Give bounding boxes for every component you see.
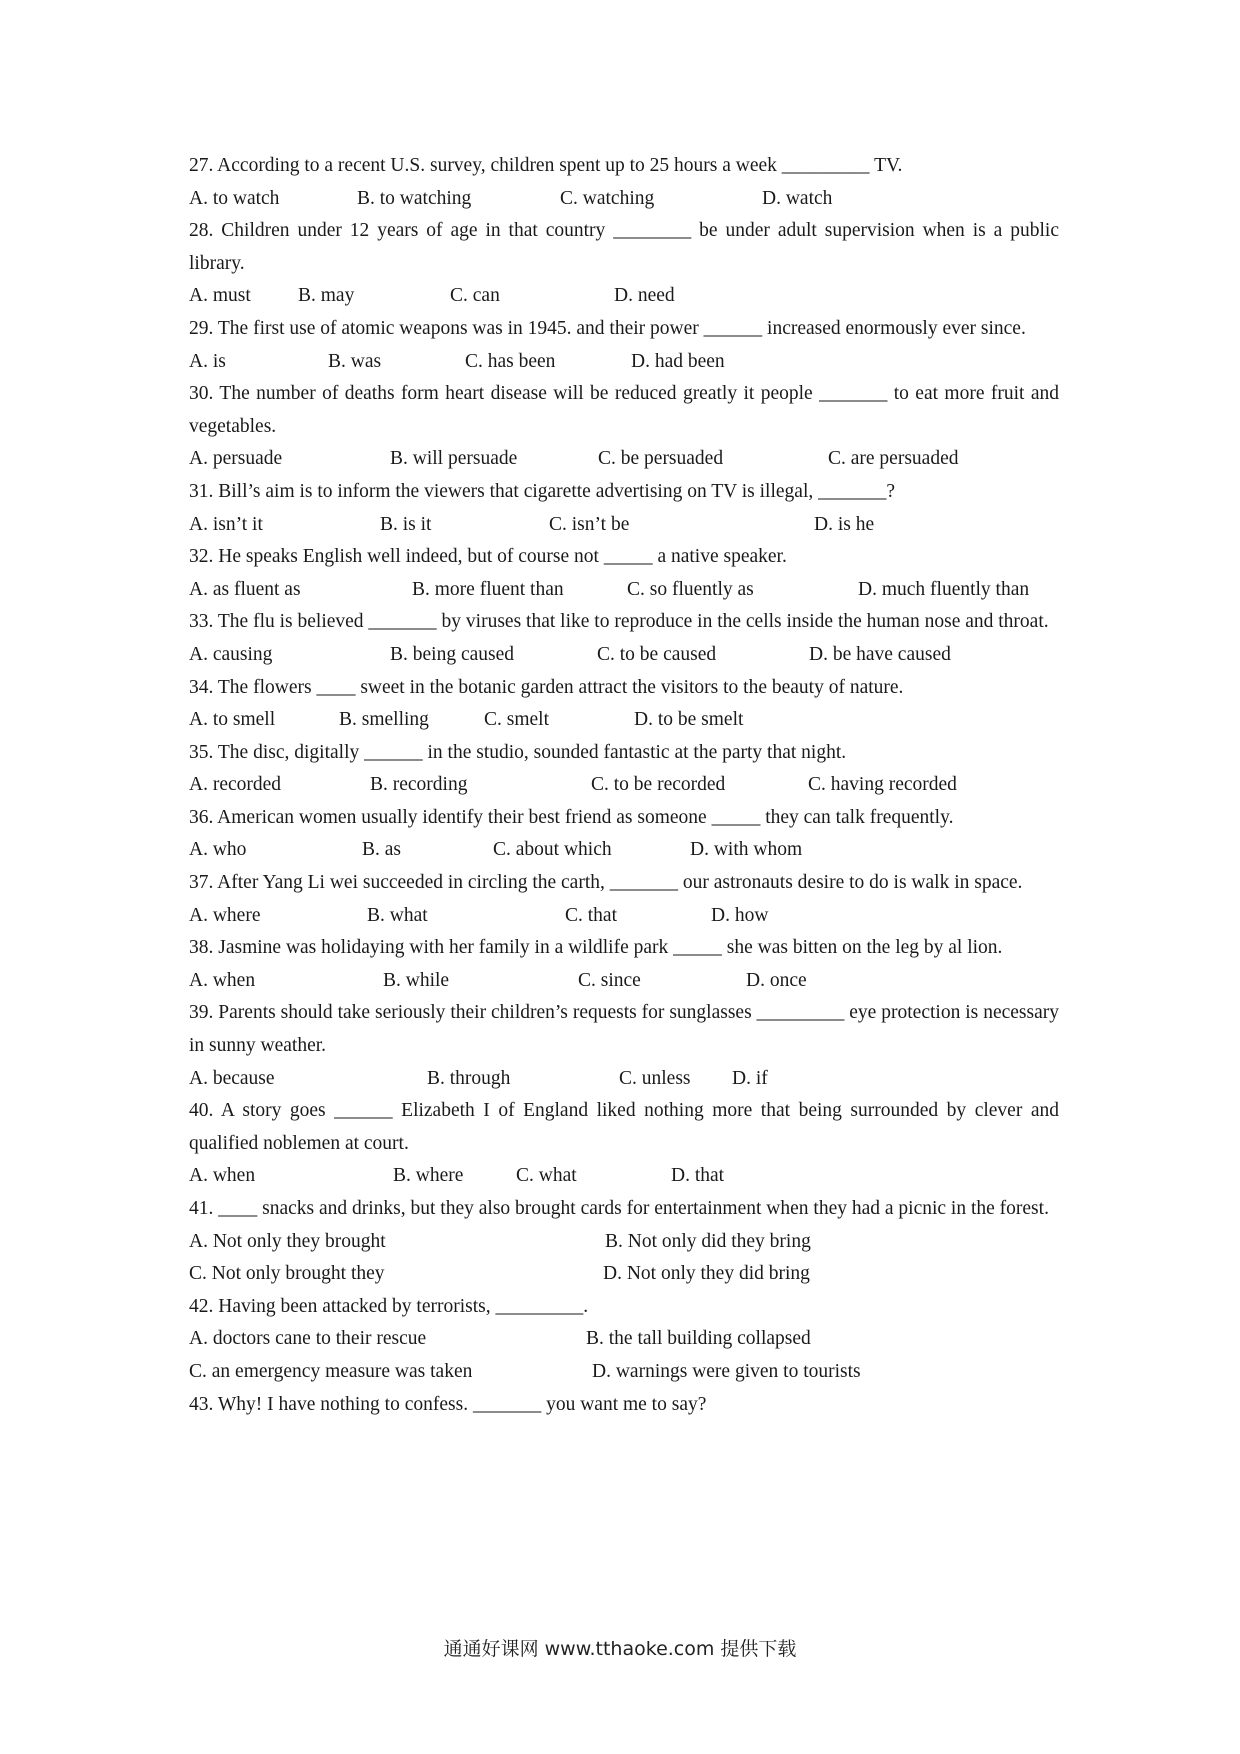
option-d: D. with whom	[690, 839, 803, 861]
question-39-options	[189, 1063, 1059, 1096]
option-c: C. isn’t be	[549, 513, 630, 535]
question-35-stem: 35. The disc, digitally ______ in the studio, sounded fantastic at the party that night.	[189, 741, 847, 763]
question-37-options	[189, 900, 1059, 933]
option-a: A. recorded	[189, 774, 282, 796]
option-c: C. to be caused	[597, 643, 717, 665]
question-29-stem: 29. The first use of atomic weapons was in 1945. and their power ______ increased enormously ever since.	[189, 317, 1026, 339]
question-33-options	[189, 639, 1059, 672]
question-42-stem: 42. Having been attacked by terrorists, _________.	[189, 1295, 589, 1317]
option-b: B. the tall building collapsed	[586, 1328, 811, 1350]
option-d: D. warnings were given to tourists	[592, 1360, 861, 1382]
option-b: B. as	[362, 839, 401, 861]
option-c: C. smelt	[484, 709, 550, 731]
option-b: B. is it	[380, 513, 432, 535]
question-34-options	[189, 704, 1059, 737]
option-c: C. Not only brought they	[189, 1263, 385, 1285]
question-36-options	[189, 834, 1059, 867]
option-b: B. through	[427, 1067, 511, 1089]
option-c: C. has been	[465, 350, 556, 372]
question-40-stem: 40. A story goes ______ Elizabeth I of England liked nothing more that being surrounded by clever and qualified noblemen at court.	[189, 1100, 1059, 1154]
question-36-stem: 36. American women usually identify their best friend as someone _____ they can talk frequently.	[189, 806, 954, 828]
option-d: D. to be smelt	[634, 709, 744, 731]
question-32-stem: 32. He speaks English well indeed, but of course not _____ a native speaker.	[189, 546, 787, 568]
option-b: B. where	[393, 1165, 464, 1187]
option-a: A. because	[189, 1067, 275, 1089]
option-a: A. as fluent as	[189, 578, 301, 600]
question-38-stem: 38. Jasmine was holidaying with her family in a wildlife park _____ she was bitten on the leg by al lion.	[189, 937, 1003, 959]
option-a: A. doctors cane to their rescue	[189, 1328, 427, 1350]
option-a: A. who	[189, 839, 247, 861]
footer-source-text: 通通好课网 www.tthaoke.com 提供下载	[443, 1638, 797, 1660]
option-a: A. must	[189, 285, 251, 307]
question-27-options	[189, 183, 1059, 216]
option-d: D. that	[671, 1165, 725, 1187]
question-30-options	[189, 443, 1059, 476]
option-a: A. where	[189, 904, 261, 926]
question-29-options	[189, 346, 1059, 379]
question-43-stem: 43. Why! I have nothing to confess. _______ you want me to say?	[189, 1393, 707, 1415]
question-40-options	[189, 1160, 1059, 1193]
option-b: B. smelling	[339, 709, 429, 731]
question-31-options	[189, 509, 1059, 542]
option-b: B. was	[328, 350, 382, 372]
option-c-second: C. having recorded	[808, 774, 957, 796]
option-c: C. unless	[619, 1067, 691, 1089]
question-32-options	[189, 574, 1059, 607]
option-d: D. watch	[762, 187, 833, 209]
option-a: A. causing	[189, 643, 273, 665]
option-c: C. to be recorded	[591, 774, 726, 796]
question-41-options-row2	[189, 1258, 1059, 1291]
question-37-stem: 37. After Yang Li wei succeeded in circling the carth, _______ our astronauts desire to do is walk in space.	[189, 872, 1023, 894]
option-d: D. once	[746, 969, 807, 991]
question-27-stem: 27. According to a recent U.S. survey, children spent up to 25 hours a week _________ TV.	[189, 155, 903, 176]
option-d: D. how	[711, 904, 769, 926]
question-38-options	[189, 965, 1059, 998]
option-d: D. if	[732, 1067, 768, 1089]
option-c: C. an emergency measure was taken	[189, 1360, 473, 1382]
question-28-options	[189, 280, 1059, 313]
question-42-options-row2	[189, 1356, 1059, 1389]
question-page	[189, 150, 1059, 1421]
option-c: C. that	[565, 904, 617, 926]
option-c: C. can	[450, 285, 500, 307]
option-b: B. Not only did they bring	[605, 1230, 811, 1252]
option-a: A. when	[189, 1165, 256, 1187]
question-34-stem: 34. The flowers ____ sweet in the botanic garden attract the visitors to the beauty of nature.	[189, 676, 904, 698]
option-b: B. recording	[370, 774, 468, 796]
option-c: C. watching	[560, 187, 655, 209]
option-c: C. so fluently as	[627, 578, 754, 600]
question-28-stem: 28. Children under 12 years of age in that country ________ be under adult supervision when is a public library.	[189, 220, 1059, 274]
question-35-options	[189, 769, 1059, 802]
option-d: D. is he	[814, 513, 875, 535]
question-41-stem: 41. ____ snacks and drinks, but they also brought cards for entertainment when they had a picnic in the forest.	[189, 1198, 1049, 1219]
question-41-options-row1	[189, 1226, 1059, 1259]
question-42-options-row1	[189, 1323, 1059, 1356]
option-c: C. since	[578, 969, 641, 991]
question-33-stem: 33. The flu is believed _______ by viruses that like to reproduce in the cells inside the human nose and throat.	[189, 611, 1049, 633]
option-b: B. to watching	[357, 187, 472, 209]
option-b: B. may	[298, 285, 355, 307]
option-a: A. when	[189, 969, 256, 991]
option-a: A. is	[189, 350, 226, 372]
option-b: B. more fluent than	[412, 578, 564, 600]
option-c-second: C. are persuaded	[828, 448, 959, 470]
option-b: B. will persuade	[390, 448, 518, 470]
option-d: D. Not only they did bring	[603, 1263, 810, 1285]
option-b: B. what	[367, 904, 428, 926]
option-d: D. need	[614, 285, 675, 307]
option-a: A. to smell	[189, 709, 276, 731]
option-c: C. be persuaded	[598, 448, 724, 470]
option-d: D. be have caused	[809, 643, 951, 665]
option-c: C. about which	[493, 839, 612, 861]
question-39-stem: 39. Parents should take seriously their children’s requests for sunglasses _________ eye protection is necessary in sunny weather.	[189, 1002, 1059, 1057]
option-b: B. being caused	[390, 643, 515, 665]
question-31-stem: 31. Bill’s aim is to inform the viewers that cigarette advertising on TV is illegal, _______?	[189, 480, 896, 502]
option-a: A. to watch	[189, 187, 280, 209]
option-c: C. what	[516, 1165, 577, 1187]
question-30-stem: 30. The number of deaths form heart disease will be reduced greatly it people _______ to eat more fruit and vegetables.	[189, 383, 1059, 437]
option-a: A. Not only they brought	[189, 1230, 386, 1252]
option-a: A. isn’t it	[189, 513, 263, 535]
option-d: D. much fluently than	[858, 578, 1030, 600]
option-a: A. persuade	[189, 448, 283, 470]
option-b: B. while	[383, 969, 450, 991]
option-d: D. had been	[631, 350, 725, 372]
